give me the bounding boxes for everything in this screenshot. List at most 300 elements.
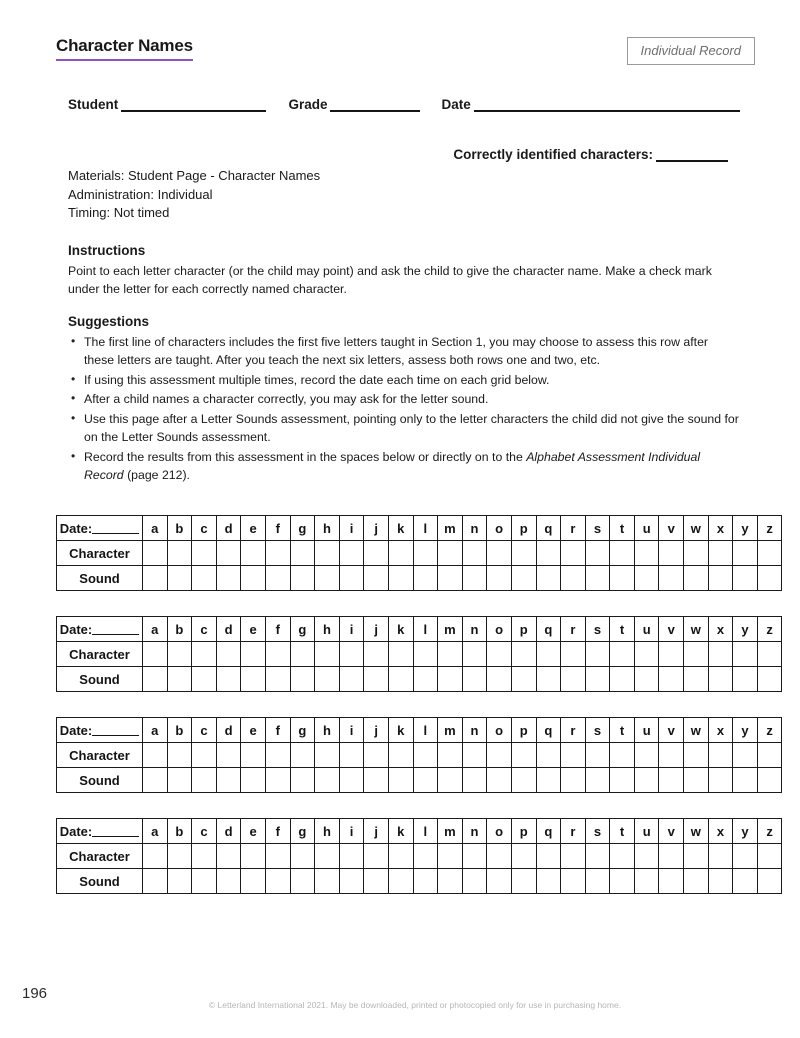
checkmark-cell[interactable] <box>757 642 782 667</box>
checkmark-cell[interactable] <box>684 844 709 869</box>
assessment-grids <box>56 515 773 894</box>
letter-header-cell: n <box>462 516 487 541</box>
checkmark-cell[interactable] <box>364 743 389 768</box>
checkmark-cell[interactable] <box>733 566 758 591</box>
checkmark-cell[interactable] <box>241 743 266 768</box>
checkmark-cell[interactable] <box>265 743 290 768</box>
letter-header-cell: z <box>757 516 782 541</box>
checkmark-cell[interactable] <box>388 844 413 869</box>
list-item-with-italic <box>68 449 740 485</box>
checkmark-cell[interactable] <box>143 743 168 768</box>
checkmark-cell[interactable] <box>733 642 758 667</box>
checkmark-cell[interactable] <box>413 566 438 591</box>
table-row <box>57 718 782 743</box>
checkmark-cell[interactable] <box>757 768 782 793</box>
checkmark-cell[interactable] <box>708 768 733 793</box>
checkmark-cell[interactable] <box>659 642 684 667</box>
checkmark-cell[interactable] <box>241 642 266 667</box>
letter-header-cell: j <box>364 819 389 844</box>
letter-header-cell: x <box>708 516 733 541</box>
letter-header-cell: v <box>659 819 684 844</box>
checkmark-cell[interactable] <box>241 844 266 869</box>
checkmark-cell[interactable] <box>438 768 463 793</box>
checkmark-cell[interactable] <box>487 768 512 793</box>
letter-header-cell: w <box>684 516 709 541</box>
letter-header-cell: u <box>634 819 659 844</box>
checkmark-cell[interactable] <box>315 566 340 591</box>
checkmark-cell[interactable] <box>192 743 217 768</box>
checkmark-cell[interactable] <box>511 667 536 692</box>
checkmark-cell[interactable] <box>388 869 413 894</box>
checkmark-cell[interactable] <box>733 743 758 768</box>
checkmark-cell[interactable] <box>413 743 438 768</box>
checkmark-cell[interactable] <box>536 541 561 566</box>
checkmark-cell[interactable] <box>388 566 413 591</box>
assessment-grid-block <box>56 616 773 692</box>
checkmark-cell[interactable] <box>634 642 659 667</box>
checkmark-cell[interactable] <box>733 844 758 869</box>
letter-header-cell: l <box>413 617 438 642</box>
checkmark-cell[interactable] <box>413 642 438 667</box>
checkmark-cell[interactable] <box>364 844 389 869</box>
checkmark-cell[interactable] <box>733 541 758 566</box>
letter-header-cell: v <box>659 617 684 642</box>
checkmark-cell[interactable] <box>388 743 413 768</box>
checkmark-cell[interactable] <box>167 768 192 793</box>
checkmark-cell[interactable] <box>684 642 709 667</box>
checkmark-cell[interactable] <box>733 667 758 692</box>
checkmark-cell[interactable] <box>388 667 413 692</box>
checkmark-cell[interactable] <box>192 844 217 869</box>
checkmark-cell[interactable] <box>487 566 512 591</box>
checkmark-cell[interactable] <box>585 869 610 894</box>
checkmark-cell[interactable] <box>167 566 192 591</box>
bullet-text-before: Record the results from this assessment in the spaces below or directly on to the <box>84 449 527 464</box>
correctly-identified-input-rule[interactable] <box>656 148 728 162</box>
checkmark-cell[interactable] <box>511 642 536 667</box>
checkmark-cell[interactable] <box>659 844 684 869</box>
checkmark-cell[interactable] <box>585 844 610 869</box>
table-row <box>57 566 782 591</box>
checkmark-cell[interactable] <box>364 541 389 566</box>
checkmark-cell[interactable] <box>290 768 315 793</box>
table-row <box>57 541 782 566</box>
checkmark-cell[interactable] <box>143 541 168 566</box>
letter-header-cell: h <box>315 819 340 844</box>
row-label-cell: Character <box>57 642 143 667</box>
row-label-cell: Character <box>57 844 143 869</box>
checkmark-cell[interactable] <box>708 844 733 869</box>
row-label-cell: Character <box>57 743 143 768</box>
checkmark-cell[interactable] <box>388 541 413 566</box>
table-row <box>57 743 782 768</box>
checkmark-cell[interactable] <box>684 743 709 768</box>
checkmark-cell[interactable] <box>511 869 536 894</box>
letter-header-cell: m <box>438 516 463 541</box>
grade-input-rule[interactable] <box>330 98 419 112</box>
checkmark-cell[interactable] <box>413 844 438 869</box>
letter-header-cell: i <box>339 718 364 743</box>
checkmark-cell[interactable] <box>413 667 438 692</box>
checkmark-cell[interactable] <box>413 541 438 566</box>
checkmark-cell[interactable] <box>290 844 315 869</box>
checkmark-cell[interactable] <box>561 566 586 591</box>
checkmark-cell[interactable] <box>265 566 290 591</box>
letter-header-cell: x <box>708 819 733 844</box>
date-cell-rule[interactable] <box>92 826 139 837</box>
checkmark-cell[interactable] <box>585 541 610 566</box>
checkmark-cell[interactable] <box>511 566 536 591</box>
checkmark-cell[interactable] <box>684 768 709 793</box>
letter-header-cell: r <box>561 718 586 743</box>
checkmark-cell[interactable] <box>339 667 364 692</box>
checkmark-cell[interactable] <box>708 743 733 768</box>
letter-header-cell: d <box>216 516 241 541</box>
date-cell-rule[interactable] <box>92 523 139 534</box>
checkmark-cell[interactable] <box>634 743 659 768</box>
checkmark-cell[interactable] <box>757 541 782 566</box>
letter-header-cell: o <box>487 516 512 541</box>
checkmark-cell[interactable] <box>659 566 684 591</box>
date-cell-rule[interactable] <box>92 624 139 635</box>
checkmark-cell[interactable] <box>536 869 561 894</box>
checkmark-cell[interactable] <box>143 768 168 793</box>
checkmark-cell[interactable] <box>265 844 290 869</box>
checkmark-cell[interactable] <box>511 541 536 566</box>
checkmark-cell[interactable] <box>167 869 192 894</box>
checkmark-cell[interactable] <box>733 768 758 793</box>
checkmark-cell[interactable] <box>585 667 610 692</box>
checkmark-cell[interactable] <box>634 541 659 566</box>
checkmark-cell[interactable] <box>536 566 561 591</box>
checkmark-cell[interactable] <box>708 869 733 894</box>
checkmark-cell[interactable] <box>192 642 217 667</box>
checkmark-cell[interactable] <box>143 667 168 692</box>
checkmark-cell[interactable] <box>192 768 217 793</box>
letter-header-cell: r <box>561 819 586 844</box>
checkmark-cell[interactable] <box>536 844 561 869</box>
checkmark-cell[interactable] <box>315 541 340 566</box>
checkmark-cell[interactable] <box>290 869 315 894</box>
assessment-grid <box>56 818 782 894</box>
checkmark-cell[interactable] <box>339 768 364 793</box>
checkmark-cell[interactable] <box>290 541 315 566</box>
header <box>56 36 755 70</box>
checkmark-cell[interactable] <box>290 667 315 692</box>
checkmark-cell[interactable] <box>659 667 684 692</box>
student-input-rule[interactable] <box>121 98 266 112</box>
checkmark-cell[interactable] <box>364 566 389 591</box>
checkmark-cell[interactable] <box>536 667 561 692</box>
letter-header-cell: v <box>659 718 684 743</box>
letter-header-cell: i <box>339 516 364 541</box>
checkmark-cell[interactable] <box>216 667 241 692</box>
checkmark-cell[interactable] <box>192 667 217 692</box>
checkmark-cell[interactable] <box>364 869 389 894</box>
checkmark-cell[interactable] <box>487 541 512 566</box>
checkmark-cell[interactable] <box>561 768 586 793</box>
checkmark-cell[interactable] <box>438 743 463 768</box>
letter-header-cell: g <box>290 516 315 541</box>
table-row <box>57 642 782 667</box>
checkmark-cell[interactable] <box>536 743 561 768</box>
letter-header-cell: q <box>536 516 561 541</box>
letter-header-cell: o <box>487 819 512 844</box>
checkmark-cell[interactable] <box>438 566 463 591</box>
checkmark-cell[interactable] <box>216 768 241 793</box>
checkmark-cell[interactable] <box>757 743 782 768</box>
row-label-cell: Sound <box>57 566 143 591</box>
checkmark-cell[interactable] <box>388 768 413 793</box>
letter-header-cell: h <box>315 617 340 642</box>
checkmark-cell[interactable] <box>536 642 561 667</box>
checkmark-cell[interactable] <box>315 844 340 869</box>
checkmark-cell[interactable] <box>610 541 635 566</box>
checkmark-cell[interactable] <box>487 667 512 692</box>
checkmark-cell[interactable] <box>634 667 659 692</box>
checkmark-cell[interactable] <box>339 541 364 566</box>
date-cell[interactable] <box>57 819 143 844</box>
checkmark-cell[interactable] <box>487 642 512 667</box>
checkmark-cell[interactable] <box>192 869 217 894</box>
letter-header-cell: s <box>585 819 610 844</box>
checkmark-cell[interactable] <box>634 844 659 869</box>
checkmark-cell[interactable] <box>167 844 192 869</box>
checkmark-cell[interactable] <box>339 642 364 667</box>
checkmark-cell[interactable] <box>413 869 438 894</box>
letter-header-cell: z <box>757 617 782 642</box>
checkmark-cell[interactable] <box>216 566 241 591</box>
checkmark-cell[interactable] <box>413 768 438 793</box>
letter-header-cell: f <box>265 718 290 743</box>
checkmark-cell[interactable] <box>241 566 266 591</box>
letter-header-cell: j <box>364 718 389 743</box>
checkmark-cell[interactable] <box>265 869 290 894</box>
checkmark-cell[interactable] <box>659 768 684 793</box>
table-row <box>57 819 782 844</box>
checkmark-cell[interactable] <box>610 768 635 793</box>
checkmark-cell[interactable] <box>438 541 463 566</box>
letter-header-cell: b <box>167 617 192 642</box>
row-label-cell: Sound <box>57 667 143 692</box>
checkmark-cell[interactable] <box>757 566 782 591</box>
date-input-rule[interactable] <box>474 98 740 112</box>
checkmark-cell[interactable] <box>757 869 782 894</box>
table-row <box>57 617 782 642</box>
table-row <box>57 869 782 894</box>
checkmark-cell[interactable] <box>610 869 635 894</box>
checkmark-cell[interactable] <box>216 844 241 869</box>
checkmark-cell[interactable] <box>585 768 610 793</box>
checkmark-cell[interactable] <box>585 566 610 591</box>
checkmark-cell[interactable] <box>364 768 389 793</box>
checkmark-cell[interactable] <box>757 844 782 869</box>
checkmark-cell[interactable] <box>634 869 659 894</box>
bullet-text-italic: Alphabet Assessment Individual Record <box>84 449 701 482</box>
checkmark-cell[interactable] <box>241 667 266 692</box>
letter-header-cell: x <box>708 617 733 642</box>
checkmark-cell[interactable] <box>364 667 389 692</box>
checkmark-cell[interactable] <box>708 667 733 692</box>
meta-timing: Timing: Not timed <box>68 205 170 220</box>
checkmark-cell[interactable] <box>511 768 536 793</box>
checkmark-cell[interactable] <box>315 642 340 667</box>
date-label: Date <box>441 97 471 112</box>
checkmark-cell[interactable] <box>388 642 413 667</box>
checkmark-cell[interactable] <box>462 869 487 894</box>
checkmark-cell[interactable] <box>487 844 512 869</box>
checkmark-cell[interactable] <box>167 642 192 667</box>
checkmark-cell[interactable] <box>462 566 487 591</box>
checkmark-cell[interactable] <box>143 869 168 894</box>
checkmark-cell[interactable] <box>265 768 290 793</box>
checkmark-cell[interactable] <box>339 566 364 591</box>
checkmark-cell[interactable] <box>684 667 709 692</box>
letter-header-cell: k <box>388 819 413 844</box>
checkmark-cell[interactable] <box>585 642 610 667</box>
checkmark-cell[interactable] <box>462 743 487 768</box>
checkmark-cell[interactable] <box>462 667 487 692</box>
checkmark-cell[interactable] <box>438 667 463 692</box>
checkmark-cell[interactable] <box>561 541 586 566</box>
letter-header-cell: j <box>364 516 389 541</box>
checkmark-cell[interactable] <box>216 642 241 667</box>
checkmark-cell[interactable] <box>192 541 217 566</box>
checkmark-cell[interactable] <box>438 869 463 894</box>
checkmark-cell[interactable] <box>659 743 684 768</box>
letter-header-cell: f <box>265 617 290 642</box>
date-cell[interactable] <box>57 516 143 541</box>
checkmark-cell[interactable] <box>192 566 217 591</box>
checkmark-cell[interactable] <box>684 541 709 566</box>
checkmark-cell[interactable] <box>511 844 536 869</box>
checkmark-cell[interactable] <box>216 743 241 768</box>
checkmark-cell[interactable] <box>167 743 192 768</box>
letter-header-cell: v <box>659 516 684 541</box>
letter-header-cell: r <box>561 617 586 642</box>
letter-header-cell: e <box>241 617 266 642</box>
checkmark-cell[interactable] <box>733 869 758 894</box>
checkmark-cell[interactable] <box>143 844 168 869</box>
letter-header-cell: f <box>265 819 290 844</box>
letter-header-cell: k <box>388 516 413 541</box>
checkmark-cell[interactable] <box>487 869 512 894</box>
row-label-cell: Sound <box>57 768 143 793</box>
checkmark-cell[interactable] <box>757 667 782 692</box>
checkmark-cell[interactable] <box>561 743 586 768</box>
checkmark-cell[interactable] <box>659 869 684 894</box>
checkmark-cell[interactable] <box>265 642 290 667</box>
letter-header-cell: o <box>487 617 512 642</box>
checkmark-cell[interactable] <box>315 743 340 768</box>
checkmark-cell[interactable] <box>438 844 463 869</box>
checkmark-cell[interactable] <box>143 642 168 667</box>
checkmark-cell[interactable] <box>511 743 536 768</box>
checkmark-cell[interactable] <box>315 869 340 894</box>
letter-header-cell: q <box>536 718 561 743</box>
checkmark-cell[interactable] <box>585 743 610 768</box>
checkmark-cell[interactable] <box>561 642 586 667</box>
checkmark-cell[interactable] <box>216 869 241 894</box>
checkmark-cell[interactable] <box>487 743 512 768</box>
checkmark-cell[interactable] <box>241 541 266 566</box>
checkmark-cell[interactable] <box>610 844 635 869</box>
letter-header-cell: c <box>192 819 217 844</box>
checkmark-cell[interactable] <box>634 566 659 591</box>
checkmark-cell[interactable] <box>265 667 290 692</box>
checkmark-cell[interactable] <box>241 768 266 793</box>
checkmark-cell[interactable] <box>315 667 340 692</box>
checkmark-cell[interactable] <box>462 844 487 869</box>
letter-header-cell: q <box>536 617 561 642</box>
letter-header-cell: s <box>585 516 610 541</box>
page-title: Character Names <box>56 36 193 61</box>
checkmark-cell[interactable] <box>536 768 561 793</box>
checkmark-cell[interactable] <box>462 541 487 566</box>
checkmark-cell[interactable] <box>167 667 192 692</box>
checkmark-cell[interactable] <box>290 642 315 667</box>
checkmark-cell[interactable] <box>265 541 290 566</box>
checkmark-cell[interactable] <box>610 667 635 692</box>
checkmark-cell[interactable] <box>634 768 659 793</box>
letter-header-cell: a <box>143 617 168 642</box>
checkmark-cell[interactable] <box>364 642 389 667</box>
checkmark-cell[interactable] <box>659 541 684 566</box>
checkmark-cell[interactable] <box>610 566 635 591</box>
checkmark-cell[interactable] <box>561 844 586 869</box>
checkmark-cell[interactable] <box>462 768 487 793</box>
correctly-identified-label: Correctly identified characters: <box>453 147 653 162</box>
letter-header-cell: k <box>388 718 413 743</box>
page-number: 196 <box>22 985 48 1002</box>
date-cell[interactable] <box>57 617 143 642</box>
letter-header-cell: z <box>757 819 782 844</box>
checkmark-cell[interactable] <box>610 743 635 768</box>
checkmark-cell[interactable] <box>708 541 733 566</box>
checkmark-cell[interactable] <box>290 743 315 768</box>
letter-header-cell: f <box>265 516 290 541</box>
checkmark-cell[interactable] <box>339 869 364 894</box>
checkmark-cell[interactable] <box>610 642 635 667</box>
date-cell-rule[interactable] <box>92 725 139 736</box>
checkmark-cell[interactable] <box>241 869 266 894</box>
checkmark-cell[interactable] <box>290 566 315 591</box>
checkmark-cell[interactable] <box>561 869 586 894</box>
date-cell[interactable] <box>57 718 143 743</box>
checkmark-cell[interactable] <box>684 869 709 894</box>
checkmark-cell[interactable] <box>561 667 586 692</box>
checkmark-cell[interactable] <box>438 642 463 667</box>
checkmark-cell[interactable] <box>216 541 241 566</box>
letter-header-cell: c <box>192 617 217 642</box>
letter-header-cell: y <box>733 617 758 642</box>
checkmark-cell[interactable] <box>684 566 709 591</box>
checkmark-cell[interactable] <box>339 743 364 768</box>
checkmark-cell[interactable] <box>315 768 340 793</box>
letter-header-cell: y <box>733 516 758 541</box>
suggestions-section <box>68 314 740 486</box>
checkmark-cell[interactable] <box>708 566 733 591</box>
letter-header-cell: c <box>192 516 217 541</box>
checkmark-cell[interactable] <box>708 642 733 667</box>
assessment-meta <box>68 167 320 223</box>
checkmark-cell[interactable] <box>462 642 487 667</box>
letter-header-cell: l <box>413 516 438 541</box>
checkmark-cell[interactable] <box>167 541 192 566</box>
checkmark-cell[interactable] <box>143 566 168 591</box>
letter-header-cell: g <box>290 718 315 743</box>
checkmark-cell[interactable] <box>339 844 364 869</box>
